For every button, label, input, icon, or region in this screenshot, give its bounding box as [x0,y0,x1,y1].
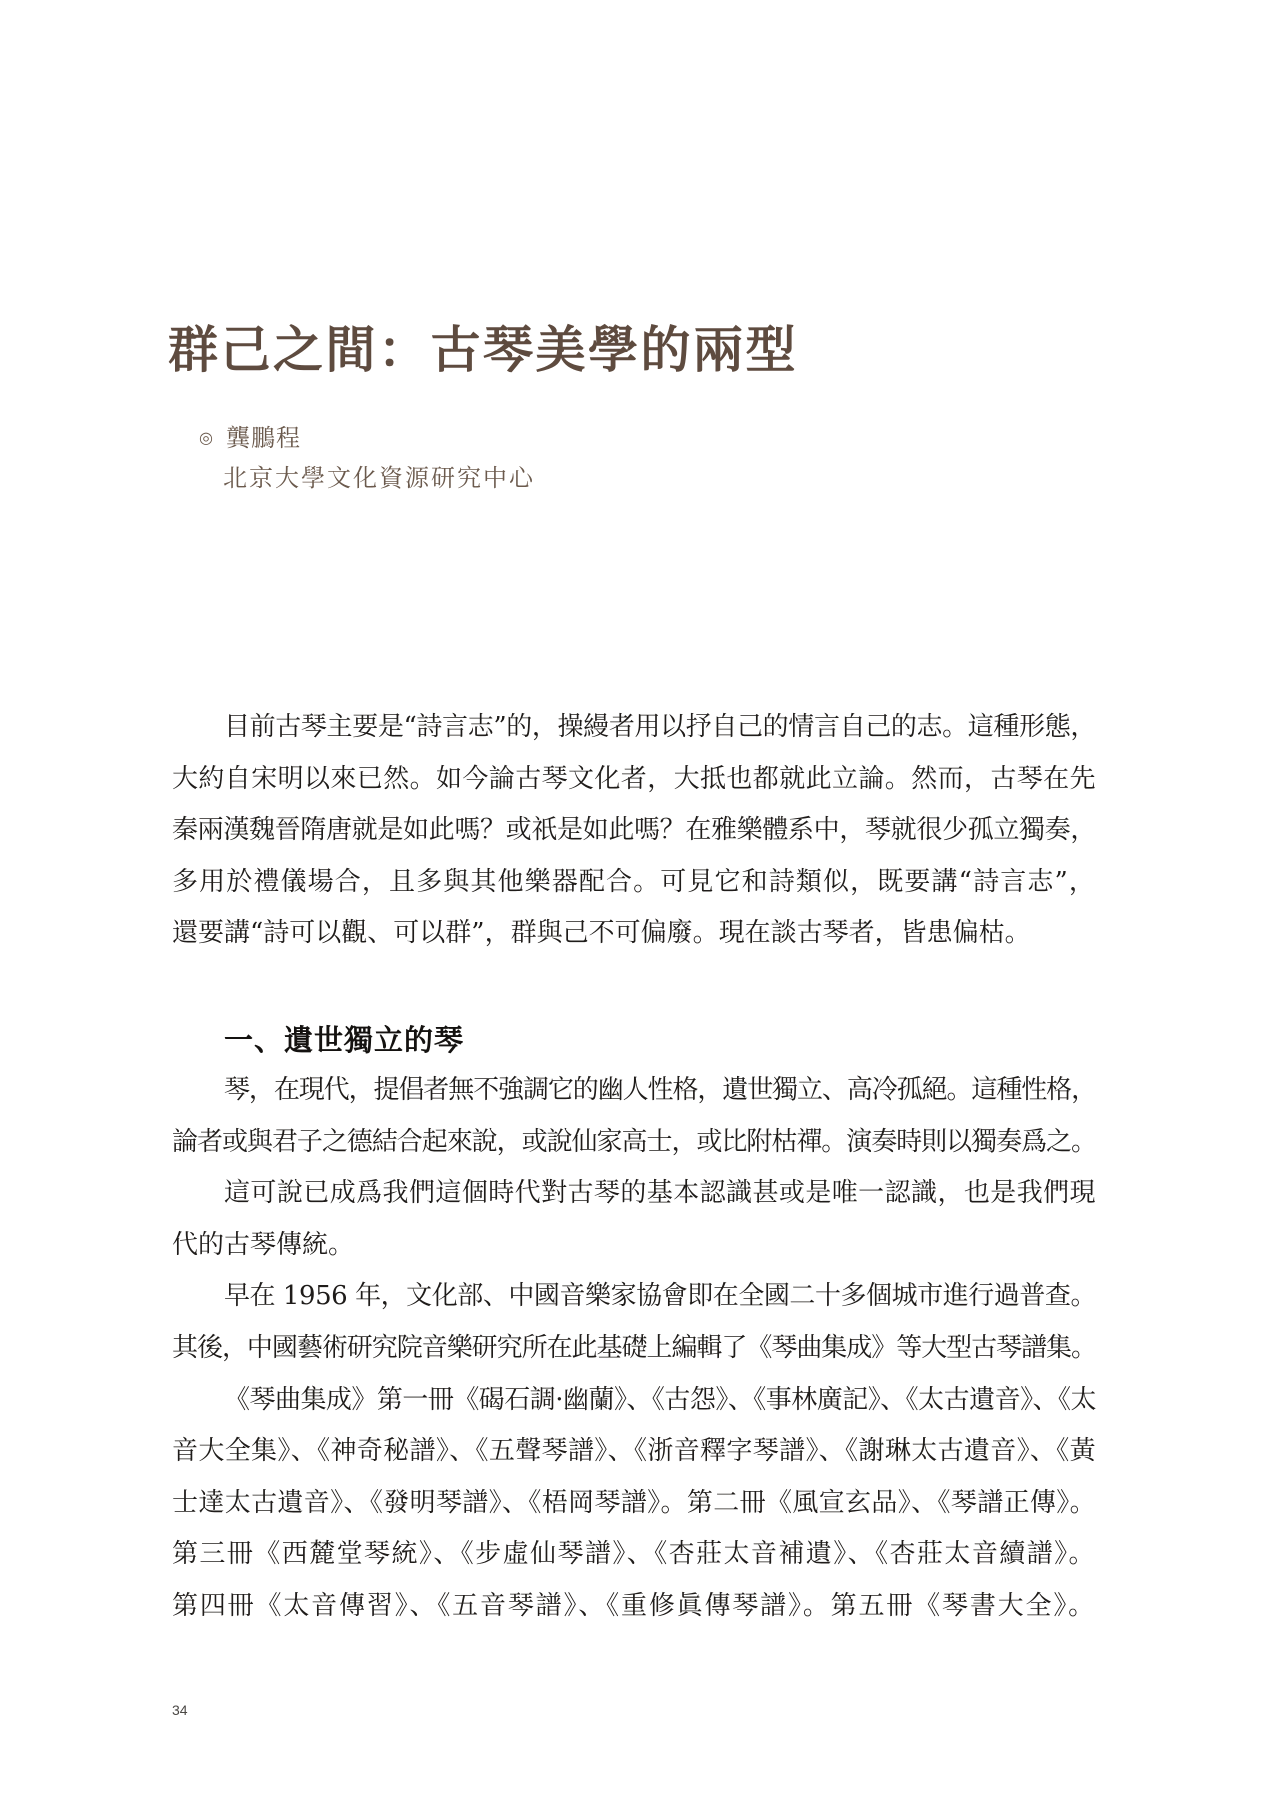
body-line [172,1271,1096,1323]
body-line-text: 第三冊《西麓堂琴統》、《步虛仙琴譜》、《杏莊太音補遺》、《杏莊太音續譜》。 [172,1539,1096,1570]
body-line-text: 琴，在現代，提倡者無不強調它的幽人性格，遺世獨立、高冷孤絕。這種性格， [224,1074,1096,1105]
author-byline [199,424,301,452]
author-mark-icon: ◎ [199,428,213,447]
body-line-text: 這可說已成爲我們這個時代對古琴的基本認識甚或是唯一認識，也是我們現 [224,1178,1096,1209]
section-paragraph [172,1375,1096,1633]
body-line-text: 秦兩漢魏晉隋唐就是如此嗎？或祇是如此嗎？在雅樂體系中，琴就很少孤立獨奏， [172,815,1096,846]
body-line-text: 論者或與君子之德結合起來說，或說仙家高士，或比附枯禪。演奏時則以獨奏爲之。 [172,1126,1096,1157]
body-line [172,1529,1096,1581]
intro-paragraph [172,702,1096,960]
body-line [172,754,1096,806]
body-line [172,908,1096,960]
body-line-text: 大約自宋明以來已然。如今論古琴文化者，大抵也都就此立論。然而，古琴在先 [172,763,1096,794]
body-line-text: 第四冊《太音傳習》、《五音琴譜》、《重修眞傳琴譜》。第五冊《琴書大全》。 [172,1590,1096,1621]
body-line [172,805,1096,857]
body-line [172,1375,1096,1427]
section-heading: 一、遺世獨立的琴 [224,1022,465,1057]
page-number: 34 [172,1702,188,1718]
body-line [172,1426,1096,1478]
body-line-text: 還要講“詩可以觀、可以群”，群與己不可偏廢。現在談古琴者，皆患偏枯。 [172,918,1031,949]
author-name: 龔鵬程 [226,424,301,452]
body-line [172,1478,1096,1530]
article-body [172,702,1096,1633]
author-affiliation: 北京大學文化資源研究中心 [223,464,535,492]
body-line-text: 其後，中國藝術研究院音樂研究所在此基礎上編輯了《琴曲集成》等大型古琴譜集。 [172,1332,1096,1363]
body-line-text: 士達太古遺音》、《發明琴譜》、《梧岡琴譜》。第二冊《風宣玄品》、《琴譜正傳》。 [172,1487,1096,1518]
body-line [172,1065,1096,1117]
body-line-text: 目前古琴主要是“詩言志”的，操縵者用以抒自己的情言自己的志。這種形態， [224,712,1096,742]
body-line-text: 音大全集》、《神奇秘譜》、《五聲琴譜》、《浙音釋字琴譜》、《謝琳太古遺音》、《黃 [172,1436,1096,1467]
body-line-text: 代的古琴傳統。 [172,1229,355,1260]
body-line [172,1117,1096,1169]
body-line-text: 早在 1956 年，文化部、中國音樂家協會即在全國二十多個城市進行過普查。 [224,1281,1096,1312]
body-line-text: 多用於禮儀場合，且多與其他樂器配合。可見它和詩類似，既要講“詩言志”， [172,866,1096,897]
body-line [172,1220,1096,1272]
body-line [172,702,1096,754]
body-line [172,1581,1096,1633]
section-paragraph [172,1065,1096,1168]
section-paragraph [172,1271,1096,1374]
section-paragraph [172,1168,1096,1271]
body-line [172,857,1096,909]
body-line [172,1323,1096,1375]
body-line [172,1168,1096,1220]
body-line-text: 《琴曲集成》第一冊《碣石調·幽蘭》、《古怨》、《事林廣記》、《太古遺音》、《太 [224,1384,1096,1415]
article-title: 群己之間：古琴美學的兩型 [168,320,798,379]
